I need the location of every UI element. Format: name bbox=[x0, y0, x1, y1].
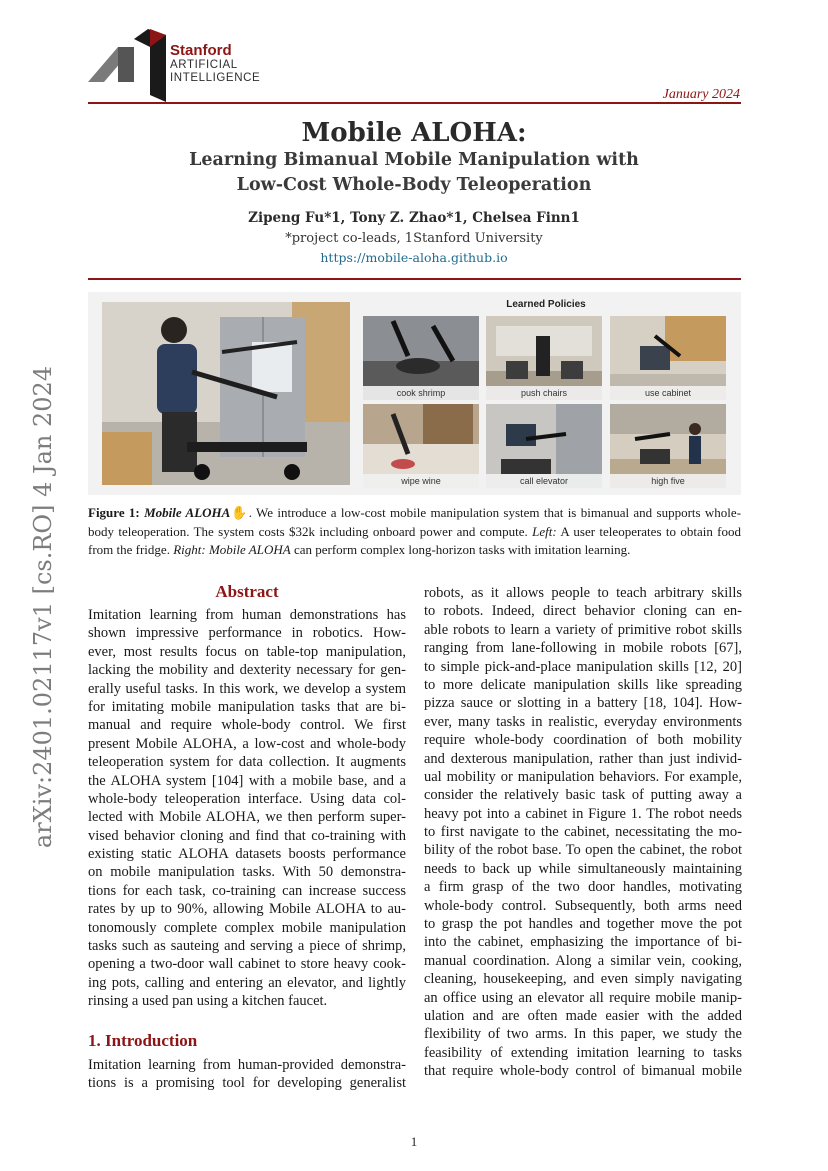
body-line: to robots. Indeed, direct behavior cloning can en- bbox=[424, 603, 742, 620]
tile-use-cabinet bbox=[610, 316, 726, 400]
abstract-line: Imitation learning from human demonstrations has bbox=[88, 607, 406, 623]
tile-cook-shrimp bbox=[363, 316, 479, 400]
abstract-line: rates by up to 90%, allowing Mobile ALOHA to au- bbox=[88, 901, 406, 918]
intro-line: tions is a promising tool for developing generalist bbox=[88, 1075, 406, 1092]
tile-label: call elevator bbox=[486, 474, 602, 488]
caption-system-name-2: Mobile ALOHA bbox=[208, 542, 291, 557]
abstract-line: teleoperation system for data collection. It augments bbox=[88, 754, 406, 771]
tile-push-chairs bbox=[486, 316, 602, 400]
abstract-line: opening a two-door wall cabinet to store heavy cook- bbox=[88, 956, 406, 973]
abstract-line: shown impressive performance in robotics. How- bbox=[88, 625, 406, 642]
abstract-line: lacking the mobility and dexterity necessary for gen- bbox=[88, 662, 406, 679]
tile-label: wipe wine bbox=[363, 474, 479, 488]
header-divider bbox=[88, 102, 741, 104]
caption-text-2: A user teleoperates to obtain food from the fridge. bbox=[88, 523, 742, 557]
body-line: robots, as it allows people to teach arbitrary skills bbox=[424, 585, 742, 601]
tile-label: high five bbox=[610, 474, 726, 488]
abstract-line: ever, most results focus on table-top manipulation, bbox=[88, 643, 406, 660]
abstract-line: for imitating mobile manipulation tasks that are bi- bbox=[88, 698, 406, 715]
abstract-line: erally useful tasks. In this work, we develop a system bbox=[88, 680, 406, 697]
abstract-line: vised behavior cloning and find that co-training with bbox=[88, 827, 406, 844]
abstract-line: rinsing a used pan using a kitchen faucet. bbox=[88, 993, 328, 1010]
abstract-body bbox=[88, 606, 406, 1011]
learned-policies-title: Learned Policies bbox=[506, 299, 586, 310]
tile-label: cook shrimp bbox=[363, 386, 479, 400]
abstract-line: on mobile manipulation tasks. With 50 demonstra- bbox=[88, 864, 406, 881]
abstract-line: the ALOHA system [104] with a mobile base, and a bbox=[88, 772, 406, 789]
tile-wipe-wine bbox=[363, 404, 479, 488]
body-line: require whole-body coordination of both mobility bbox=[424, 732, 742, 749]
body-line: an office using an elevator all require mobile manip- bbox=[424, 989, 742, 1006]
author-list bbox=[0, 210, 828, 226]
body-line: manual coordination. Along a similar vein, cooking, bbox=[424, 952, 742, 969]
affiliation: *project co-leads, 1Stanford University bbox=[285, 231, 543, 246]
right-column-body bbox=[424, 584, 742, 1081]
body-line: flexibility of two arms. In this paper, we study the bbox=[424, 1026, 742, 1043]
caption-system-name: Mobile ALOHA bbox=[144, 505, 231, 520]
body-line: to more delicate manipulation skills like spreading bbox=[424, 676, 742, 693]
tile-label: use cabinet bbox=[610, 386, 726, 400]
tile-call-elevator bbox=[486, 404, 602, 488]
tile-label: push chairs bbox=[486, 386, 602, 400]
body-line: cleaning, housekeeping, and even simply navigating bbox=[424, 971, 742, 988]
abstract-line: existing static ALOHA datasets boosts performance bbox=[88, 846, 406, 863]
abstract-line: whole-body teleoperation interface. Using data col- bbox=[88, 790, 406, 807]
body-line: ever, many tasks in realistic, everyday environments bbox=[424, 713, 742, 730]
project-url-link[interactable]: https://mobile-aloha.github.io bbox=[320, 250, 508, 265]
abstract-heading: Abstract bbox=[215, 582, 279, 601]
body-line: a firm grasp of the two door handles, motivating bbox=[424, 879, 742, 896]
hand-emoji-icon: ✋ bbox=[230, 505, 249, 520]
body-line: able robots to learn a variety of primitive robot skills bbox=[424, 621, 742, 638]
body-line: ual mobility or manipulation behaviors. For example, bbox=[424, 768, 742, 785]
logo-artificial-text: ARTIFICIAL bbox=[170, 59, 238, 71]
caption-label: Figure 1: bbox=[88, 505, 140, 520]
body-line: whole-body control. Subsequently, both arms need bbox=[424, 897, 742, 914]
abstract-line: ing pots, calling and entering an elevator, and lightly bbox=[88, 974, 406, 991]
body-line: ranging from lane-following in mobile robots [67], bbox=[424, 640, 742, 657]
teleoperation-scene-icon bbox=[102, 302, 350, 485]
intro-line: Imitation learning from human-provided demonstra- bbox=[88, 1057, 406, 1073]
body-line: and dexterous manipulation, rather than just individ- bbox=[424, 750, 742, 767]
body-line: to simple pick-and-place manipulation skills [12, 20] bbox=[424, 658, 742, 675]
abstract-line: tasks such as sauteing and serving a piece of shrimp, bbox=[88, 938, 406, 955]
body-line: bility of the robot base. To open the cabinet, the robot bbox=[424, 842, 742, 859]
figure-caption bbox=[88, 504, 741, 560]
abstract-line: tonomously complete complex mobile manipulation bbox=[88, 919, 406, 936]
paper-title: Mobile ALOHA: bbox=[301, 118, 527, 148]
stanford-ai-logo bbox=[88, 27, 261, 102]
abstract-line: lected with Mobile ALOHA, we then perform super- bbox=[88, 809, 406, 826]
body-line: consider the relatively basic task of putting away a bbox=[424, 787, 742, 804]
introduction-heading: 1. Introduction bbox=[88, 1031, 198, 1050]
abstract-line: manual and require whole-body control. We first bbox=[88, 717, 406, 734]
paper-subtitle-line2: Low-Cost Whole-Body Teleoperation bbox=[236, 175, 592, 195]
body-line: to first navigate to the cabinet, necessitating the mo- bbox=[424, 824, 742, 841]
tile-high-five bbox=[610, 404, 726, 488]
body-line: pizza sauce or slotting in a battery [18, 104]. How- bbox=[424, 695, 742, 712]
abstract-line: tions for each task, co-training can increase success bbox=[88, 882, 406, 899]
authors-text: Zipeng Fu*1, Tony Z. Zhao*1, Chelsea Finn1 bbox=[248, 210, 580, 226]
title-divider bbox=[88, 278, 741, 280]
caption-text-3: can perform complex long-horizon tasks with imitation learning. bbox=[293, 542, 631, 557]
caption-left-label: Left: bbox=[532, 523, 557, 539]
arxiv-stamp bbox=[20, 365, 66, 849]
introduction-body bbox=[88, 1056, 406, 1093]
body-line: feasibility of extending imitation learning to tasks bbox=[424, 1044, 742, 1061]
body-line: that require whole-body control of bimanual mobile bbox=[424, 1063, 742, 1080]
logo-stanford-text: Stanford bbox=[170, 42, 232, 59]
stanford-logo-icon bbox=[88, 27, 168, 102]
caption-right-label: Right: bbox=[173, 542, 206, 557]
abstract-line: present Mobile ALOHA, a low-cost and whole-body bbox=[88, 735, 406, 752]
paper-subtitle-line1: Learning Bimanual Mobile Manipulation with bbox=[189, 150, 639, 170]
body-line: ulation and are often made easier with the added bbox=[424, 1007, 742, 1024]
page-number: 1 bbox=[410, 1134, 418, 1149]
header-date: January 2024 bbox=[662, 87, 740, 102]
arxiv-id-text: arXiv:2401.02117v1 [cs.RO] 4 Jan 2024 bbox=[29, 365, 57, 849]
body-line: to grasp the pot handles and together move the pot bbox=[424, 916, 742, 933]
logo-intelligence-text: INTELLIGENCE bbox=[170, 72, 261, 84]
figure-1 bbox=[88, 292, 741, 495]
body-line: needs to back up while simultaneously maintaining bbox=[424, 860, 742, 877]
body-line: into the cabinet, emphasizing the importance of bi- bbox=[424, 934, 742, 951]
teleoperation-photo bbox=[102, 302, 350, 485]
body-line: heavy pot into a cabinet in Figure 1. The robot needs bbox=[424, 805, 742, 822]
caption-text-1: . We introduce a low-cost mobile manipulation system that is bimanual and supports whole-body teleoperation. The system costs $32k including onboard power and compute. bbox=[88, 505, 742, 539]
